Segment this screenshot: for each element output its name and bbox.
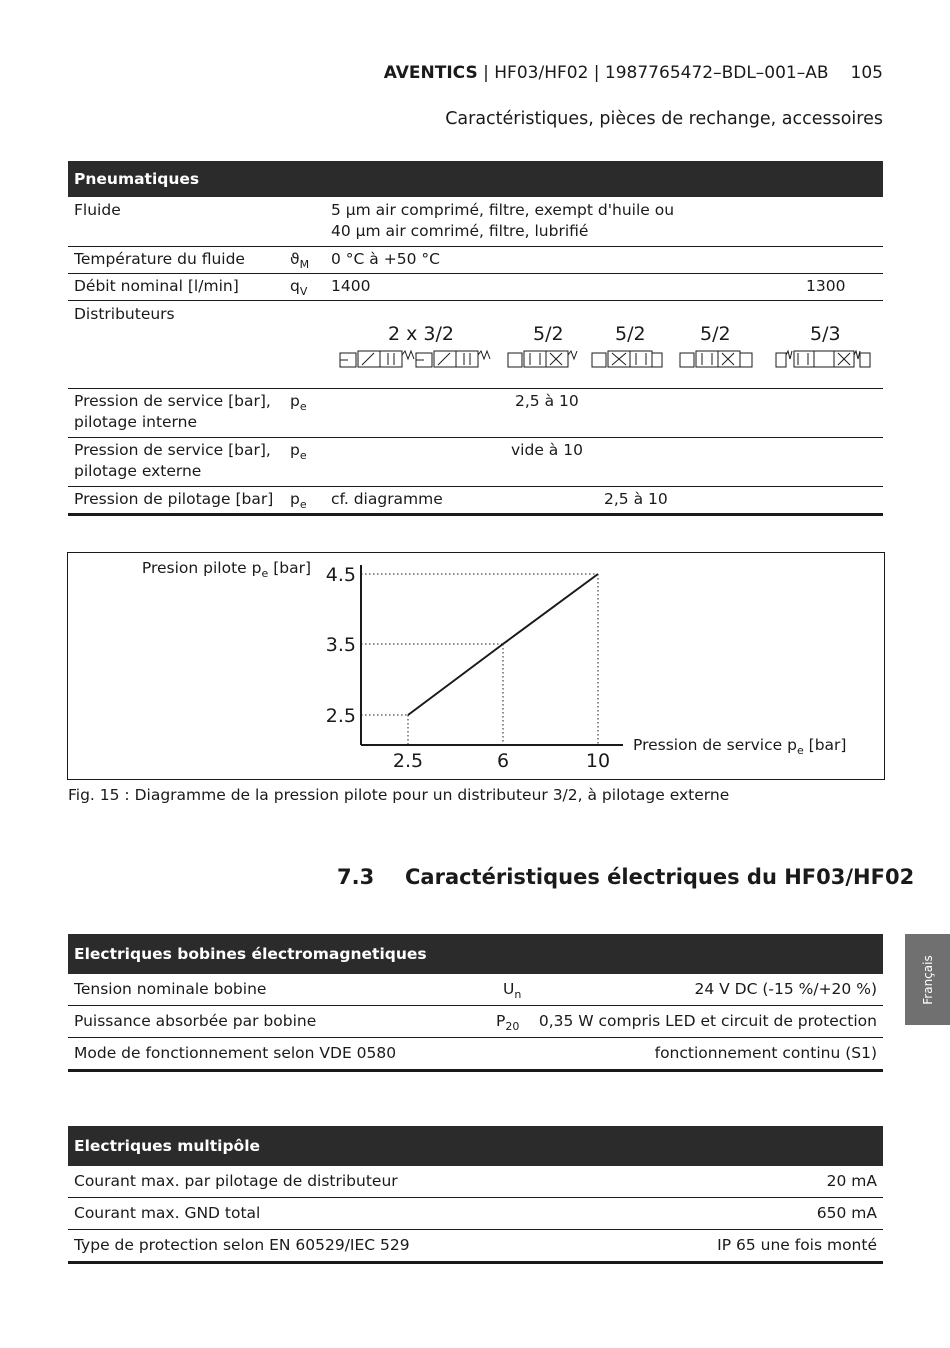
row-value: cf. diagramme <box>331 490 443 508</box>
row-label: Mode de fonctionnement selon VDE 0580 <box>74 1044 397 1062</box>
y-tick-label: 3.5 <box>325 634 356 656</box>
chapter-subtitle: Caractéristiques, pièces de rechange, accessoires <box>445 109 883 129</box>
language-tab[interactable] <box>905 934 950 1025</box>
table-row <box>68 274 883 301</box>
row-value: 2,5 à 10 <box>515 392 579 410</box>
multipole-electrical-table <box>68 1126 883 1264</box>
table-row <box>68 301 883 389</box>
brand-name: AVENTICS <box>383 63 478 83</box>
table-header: Pneumatiques <box>68 161 883 197</box>
valve-3-2-symbol <box>416 351 490 367</box>
row-label: Débit nominal [l/min] <box>74 277 239 295</box>
x-tick-label: 10 <box>585 750 611 772</box>
row-value: 5 µm air comprimé, filtre, exempt d'huile ou <box>331 201 675 219</box>
table-row <box>68 487 883 516</box>
row-label: Pression de service [bar], <box>74 392 271 410</box>
row-value: 1400 <box>331 277 371 295</box>
row-symbol: $p_e$ <box>290 490 307 512</box>
row-value: vide à 10 <box>511 441 583 459</box>
table-row <box>68 1166 883 1198</box>
row-symbol: $U_n$ <box>503 980 522 1002</box>
valve-3-2-symbol <box>340 351 414 367</box>
row-label: Pression de pilotage [bar] <box>74 490 274 508</box>
row-symbol: $p_e$ <box>290 392 307 414</box>
row-value: 24 V DC (-15 %/+20 %) <box>694 980 877 998</box>
row-label: Distributeurs <box>74 305 175 323</box>
pneumatic-table <box>68 161 883 516</box>
row-value: 2,5 à 10 <box>604 490 668 508</box>
x-axis-label: Pression de service $p_e$ [bar] <box>633 736 847 757</box>
section-title: Caractéristiques électriques du HF03/HF02 <box>405 865 915 889</box>
y-axis-label: Presion pilote $p_e$ [bar] <box>141 559 311 580</box>
row-symbol: $q_V$ <box>290 277 308 299</box>
table-row <box>68 389 883 438</box>
row-value: 0 °C à +50 °C <box>331 250 440 268</box>
table-row <box>68 1038 883 1072</box>
row-label: Température du fluide <box>74 250 245 268</box>
table-row <box>68 197 883 247</box>
valve-5-3-symbol <box>776 351 870 367</box>
row-label: Courant max. par pilotage de distributeur <box>74 1172 398 1190</box>
series-line <box>408 574 598 715</box>
page-number: 105 <box>850 63 883 83</box>
section-heading <box>337 865 914 889</box>
valve-5-2-symbol <box>508 351 577 367</box>
row-symbol: $p_e$ <box>290 441 307 463</box>
row-value: 1300 <box>806 277 846 295</box>
valve-5-2-symbol <box>592 351 662 367</box>
row-value: 650 mA <box>816 1204 877 1222</box>
figure-caption: Fig. 15 : Diagramme de la pression pilote pour un distributeur 3/2, à pilotage externe <box>68 786 730 804</box>
table-row <box>68 247 883 274</box>
table-header: Electriques bobines électromagnetiques <box>68 934 883 974</box>
x-tick-label: 2.5 <box>392 750 424 772</box>
row-value: IP 65 une fois monté <box>717 1236 877 1254</box>
section-number: 7.3 <box>337 865 375 889</box>
row-symbol: $ϑ_M$ <box>290 250 310 272</box>
valve-type-label: 5/2 <box>533 323 564 345</box>
row-label: pilotage interne <box>74 413 198 431</box>
page-header <box>68 63 883 83</box>
row-value: fonctionnement continu (S1) <box>654 1044 877 1062</box>
table-row <box>68 1006 883 1038</box>
valve-5-2-symbol <box>680 351 752 367</box>
row-value: 0,35 W compris LED et circuit de protection <box>538 1012 877 1030</box>
row-label: Puissance absorbée par bobine <box>74 1012 317 1030</box>
row-value: 20 mA <box>826 1172 877 1190</box>
y-tick-label: 2.5 <box>325 705 356 727</box>
row-label: Type de protection selon EN 60529/IEC 529 <box>74 1236 410 1254</box>
coil-electrical-table <box>68 934 883 1072</box>
row-label: Fluide <box>74 201 121 219</box>
valve-type-label: 5/2 <box>700 323 731 345</box>
row-label: Courant max. GND total <box>74 1204 261 1222</box>
table-row <box>68 1230 883 1264</box>
valve-type-label: 5/3 <box>810 323 841 345</box>
valve-symbols <box>338 347 878 371</box>
chart-canvas <box>68 553 886 781</box>
row-label: Tension nominale bobine <box>74 980 267 998</box>
valve-type-label: 5/2 <box>615 323 646 345</box>
row-label: pilotage externe <box>74 462 202 480</box>
pilot-pressure-chart <box>67 552 885 780</box>
row-symbol: $P_{20}$ <box>496 1012 520 1034</box>
document-reference: | HF03/HF02 | 1987765472–BDL–001–AB <box>477 63 829 83</box>
row-label: Pression de service [bar], <box>74 441 271 459</box>
language-tab-label: Français <box>920 954 935 1005</box>
row-value: 40 µm air comrimé, filtre, lubrifié <box>331 222 589 240</box>
y-tick-label: 4.5 <box>325 564 356 586</box>
table-header: Electriques multipôle <box>68 1126 883 1166</box>
table-row <box>68 1198 883 1230</box>
x-tick-label: 6 <box>496 750 510 772</box>
valve-type-label: 2 x 3/2 <box>388 323 454 345</box>
table-row <box>68 974 883 1006</box>
table-row <box>68 438 883 487</box>
